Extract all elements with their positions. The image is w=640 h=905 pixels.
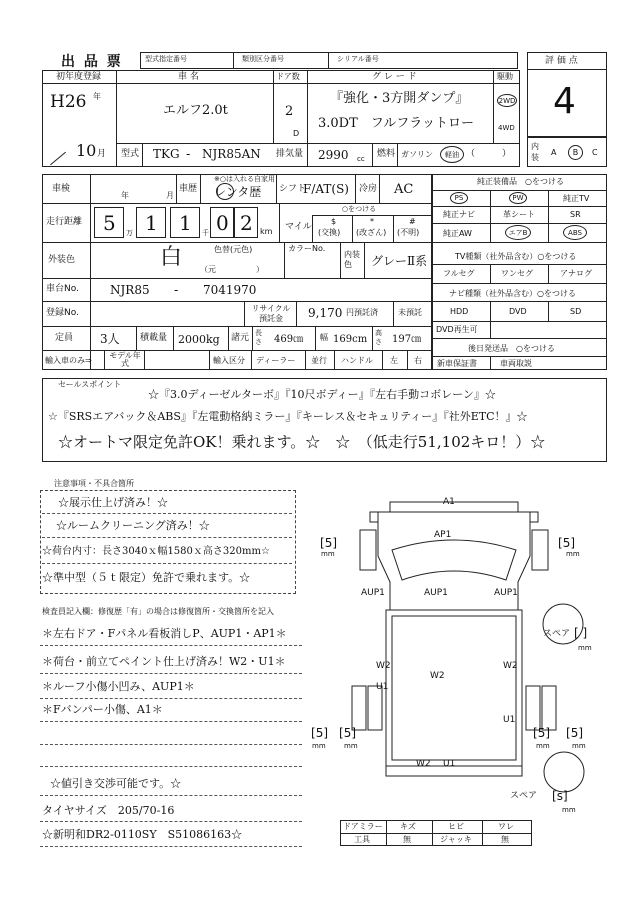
tv-title: TV種類（社外品含む）○をつける: [455, 252, 577, 261]
divider: [136, 326, 137, 350]
era-year: H26: [50, 92, 87, 112]
interior-c: C: [592, 148, 598, 157]
divider: [490, 356, 491, 370]
equip-navi: 純正ナビ: [443, 210, 475, 219]
unknown-mark: #: [409, 217, 416, 226]
inspector-label: 検査員記入欄：修復歴「有」の場合は修復箇所・交換箇所を記入: [42, 607, 274, 616]
fuel-paren: （ ）: [466, 149, 512, 159]
equip-aw: 純正AW: [443, 229, 472, 238]
capacity-value: 3人: [100, 332, 120, 346]
recycle-status: 未預託: [398, 308, 422, 317]
navi-title: ナビ種類（社外品含む）○をつける: [449, 289, 576, 298]
divider: [432, 264, 607, 265]
inspector-rule: [40, 846, 302, 847]
dmg-a1: A1: [443, 497, 455, 507]
circle-note: ○をつける: [342, 205, 377, 213]
rear-right-tire-shape: [526, 686, 540, 730]
drive-2wd: 2WD: [498, 96, 516, 105]
serial-cell: [328, 52, 518, 69]
load-label: 積載量: [140, 333, 168, 343]
divider: [340, 242, 341, 278]
chassis-number: 7041970: [203, 283, 257, 297]
ac-value: AC: [394, 182, 414, 197]
divider: [307, 70, 308, 167]
tire-rear-right-outer: [5]: [566, 726, 584, 740]
mileage-digit-box: [210, 207, 234, 238]
divider: [42, 301, 432, 302]
acc-header: ワレ: [498, 822, 514, 831]
door-mark: D: [293, 129, 300, 138]
divider: [42, 326, 432, 327]
divider: [42, 203, 432, 204]
drive-4wd: 4WD: [498, 124, 515, 132]
model-value: NJR85AN: [202, 147, 261, 161]
mileage-digit: 1: [179, 211, 192, 235]
tire-front-left: [5]: [320, 536, 338, 550]
divider: [334, 350, 335, 370]
divider: [142, 143, 143, 167]
equip-ps-circle: [450, 192, 468, 204]
divider: [315, 326, 316, 350]
note-line: ☆ルームクリーニング済み！☆: [56, 519, 210, 532]
divider: [548, 301, 549, 321]
tire-unit: mm: [536, 742, 550, 750]
equip-abs-circle: [563, 225, 587, 240]
displacement-label: 排気量: [276, 149, 304, 159]
right-label: 右: [414, 356, 422, 365]
dmg-aup1-right: AUP1: [494, 588, 518, 598]
divider: [279, 203, 280, 242]
tire-unit: mm: [562, 806, 576, 814]
equip-airbag: エアB: [508, 228, 528, 237]
divider: [200, 174, 201, 203]
later-title: 後日発送品 ○をつける: [468, 344, 555, 353]
divider: [244, 301, 245, 326]
windshield-shape: [392, 540, 516, 580]
tire-rear-left-outer: [5]: [311, 726, 329, 740]
dmg-aup1-left: AUP1: [361, 588, 385, 598]
equip-airbag-circle: [505, 225, 531, 240]
rating-value: 4: [553, 81, 576, 122]
mileage-km: km: [260, 227, 273, 236]
inspector-line: ＊左右ドア・Fパネル看板消しP、AUP1・AP1＊: [42, 627, 287, 640]
dealer-label: ディーラー: [256, 356, 296, 365]
divider: [251, 350, 252, 370]
inspector-rule: [40, 721, 302, 722]
color-change-label: 色替(元色): [214, 245, 253, 254]
acc-header: ドアミラー: [343, 822, 383, 831]
divider: [228, 326, 229, 350]
later-warranty: 新車保証書: [437, 359, 477, 368]
divider: [340, 833, 532, 834]
acc-cell: 無: [501, 835, 509, 844]
equip-leather: 革シート: [503, 210, 535, 219]
tire-unit: mm: [312, 742, 326, 750]
fuel-label: 燃料: [377, 149, 396, 159]
mileage-digit: 0: [216, 211, 229, 235]
divider: [432, 283, 607, 284]
divider: [273, 70, 274, 143]
shift-value: F/AT(S): [303, 182, 349, 196]
dmg-u1-right: U1: [503, 715, 516, 725]
doors-value: 2: [285, 104, 294, 119]
first-reg-label: 初年度登録: [56, 72, 102, 82]
divider: [397, 143, 398, 167]
inspector-line: ＊ルーフ小傷小凹み、AUP1＊: [42, 680, 195, 693]
rear-left-tire-shape: [368, 686, 382, 730]
history-note: ※○は入れる自家用: [214, 175, 275, 183]
fuel-gas: ガソリン: [401, 150, 433, 159]
capacity-label: 定員: [55, 333, 74, 343]
shift-label: シフト: [279, 184, 307, 194]
tamper-mark: *: [370, 217, 374, 226]
dims-label: 諸元: [231, 333, 250, 343]
acc-cell: 無: [403, 835, 411, 844]
divider: [379, 174, 380, 203]
inspector-rule: [40, 673, 302, 674]
history-label: 車歴: [179, 184, 198, 194]
divider: [209, 350, 210, 370]
mileage-man: 万: [126, 229, 133, 237]
mileage-digit-box: [136, 207, 166, 238]
model-code-label: 型式指定番号: [145, 55, 187, 63]
divider: [276, 174, 277, 203]
tamper-label: (改ざん): [356, 228, 387, 237]
mileage-digit: 2: [240, 211, 253, 235]
recycle-amount: 9,170: [308, 306, 343, 320]
divider: [42, 278, 432, 279]
inspector-extra1: ☆値引き交渉可能です。☆: [50, 777, 182, 790]
front-right-tire-shape: [532, 530, 548, 570]
mileage-digit: 1: [145, 211, 158, 235]
mileage-sen: 千: [202, 229, 209, 237]
bed-inner-shape: [392, 616, 516, 760]
dmg-w2-bottom: W2: [416, 759, 431, 769]
tire-rear-right-inner-value: 5: [537, 726, 546, 740]
tire-unit: mm: [566, 550, 580, 558]
interior-b: B: [572, 148, 579, 157]
tire-rear-left-inner: [5]: [339, 726, 357, 740]
notes-label: 注意事項・不具合箇所: [54, 479, 134, 488]
navi-sd: SD: [570, 307, 582, 316]
interior-color-label: 内装色: [344, 250, 360, 269]
inspector-rule: [40, 645, 302, 646]
divider: [42, 350, 432, 351]
ac-label: 冷房: [359, 184, 378, 194]
model-code-cell: [140, 52, 234, 69]
dmg-aup1-center: AUP1: [424, 588, 448, 598]
mileage-digit: 5: [103, 211, 116, 235]
spare-label-bottom: スペア: [510, 791, 538, 801]
note-line: ☆準中型（５ｔ限定）免許で乗れます。☆: [42, 571, 251, 584]
divider: [176, 174, 177, 203]
shaken-month-unit: 月: [166, 191, 174, 200]
displacement-unit: cc: [357, 155, 365, 163]
drive-2wd-circle: [497, 94, 517, 107]
inspector-line: ＊荷台・前立てペイント仕上げ済み！W2・U1＊: [42, 655, 286, 668]
spare-tire-shape: [544, 752, 584, 792]
divider: [490, 190, 491, 242]
rating-label: 評 価 点: [545, 56, 578, 66]
dvd-label: DVD再生可: [436, 325, 478, 334]
rear-left-tire-shape: [352, 686, 366, 730]
length-value: 469㎝: [274, 334, 304, 345]
interior-label: 内装: [531, 142, 539, 162]
model-dash: -: [186, 147, 191, 161]
swap-mark: $: [331, 217, 337, 226]
inspector-rule: [40, 698, 302, 699]
interior-a: A: [551, 148, 557, 157]
divider: [355, 174, 356, 203]
divider: [548, 264, 549, 283]
import-class-label: 輸入区分: [213, 356, 245, 365]
divider: [312, 215, 313, 242]
divider: [548, 190, 549, 242]
divider: [296, 301, 297, 326]
mileage-digit-box: [234, 207, 258, 238]
divider: [432, 820, 433, 846]
tire-rear-left-inner-value: 5: [343, 726, 352, 740]
divider: [284, 242, 285, 278]
divider: [116, 143, 520, 144]
dmg-u1-left: U1: [376, 682, 389, 692]
color-no-label: カラーNo.: [288, 244, 326, 253]
divider: [432, 321, 607, 322]
divider: [90, 174, 91, 370]
spare-value-bottom: [s]: [552, 789, 568, 803]
length-label: 長さ: [255, 329, 262, 346]
fuel-diesel: 軽油: [445, 150, 459, 159]
interior-color-value: グレーⅡ系: [371, 254, 428, 268]
divider: [352, 215, 353, 242]
divider: [104, 350, 105, 370]
divider: [490, 321, 491, 338]
spare-label-top: スペア: [543, 629, 571, 639]
mile-label: マイル: [285, 222, 312, 232]
note-rule: [42, 563, 292, 564]
parallel-label: 並行: [311, 356, 327, 365]
dmg-u1-bottom: U1: [443, 759, 456, 769]
equip-ps: PS: [454, 194, 464, 202]
selling-point-line1: ☆『3.0ディーゼルターボ』『10尺ボディー』『左右手動コボレーン』☆: [148, 388, 496, 401]
bed-shape: [386, 610, 522, 766]
height-value: 197㎝: [392, 334, 422, 345]
chassis-dash: -: [174, 283, 179, 297]
class-code-label: 類別区分番号: [242, 55, 284, 63]
note-line: ☆荷台内寸：長さ3040ｘ幅1580ｘ高さ320mm☆: [42, 546, 270, 557]
shaken-year-unit: 年: [121, 191, 129, 200]
divider: [116, 70, 117, 167]
chassis-label: 車台No.: [46, 284, 79, 294]
tv-oneseg: ワンセグ: [501, 269, 533, 278]
selling-point-line3: ☆オートマ限定免許OK！乗れます。☆ ☆ （低走行51,102キロ！）☆: [58, 433, 546, 451]
divider: [42, 242, 432, 243]
divider: [393, 215, 394, 242]
load-value: 2000kg: [178, 333, 220, 346]
inspector-rule: [40, 766, 302, 767]
divider: [305, 350, 306, 370]
year-unit: 年: [93, 92, 101, 101]
exterior-label: 外装色: [48, 255, 76, 265]
divider: [432, 190, 607, 191]
swap-label: (交換): [318, 228, 341, 237]
divider: [393, 301, 394, 326]
tire-size: タイヤサイズ 205/70-16: [42, 804, 175, 817]
model-prefix: TKG: [153, 147, 180, 161]
tire-rear-left-outer-value: 5: [315, 726, 324, 740]
equip-tv: 純正TV: [563, 194, 590, 203]
month-unit: 月: [97, 149, 107, 159]
displacement-value: 2990: [318, 148, 349, 162]
recycle-unit: 円預託済: [346, 308, 378, 317]
tire-unit: mm: [344, 742, 358, 750]
car-name: エルフ2.0t: [163, 103, 228, 118]
tire-rear-right-inner: [5]: [533, 726, 551, 740]
model-year-label: モデル年式: [109, 351, 141, 368]
equip-abs: ABS: [568, 228, 582, 237]
divider: [432, 223, 607, 224]
front-left-tire-shape: [360, 530, 376, 570]
rating-value-cell: [527, 69, 607, 137]
tire-unit: mm: [578, 644, 592, 652]
height-label: 高さ: [375, 329, 382, 346]
divider: [386, 820, 387, 846]
doors-label: ドア数: [276, 72, 300, 81]
note-line: ☆展示仕上げ済み！☆: [58, 496, 168, 509]
dmg-w2-center: W2: [430, 671, 445, 681]
divider: [364, 242, 365, 278]
reg-month: 10: [76, 141, 97, 160]
acc-cell: 工具: [354, 835, 370, 844]
fuel-diesel-circle: [440, 146, 464, 163]
divider: [432, 301, 607, 302]
divider: [432, 338, 607, 339]
drive-label: 駆動: [497, 72, 513, 81]
page-title: 出 品 票: [61, 54, 123, 70]
divider: [490, 301, 491, 321]
tire-unit: mm: [572, 742, 586, 750]
dmg-w2-left: W2: [376, 661, 391, 671]
acc-header: キズ: [400, 822, 416, 831]
rear-right-tire-shape: [542, 686, 556, 730]
equip-pw: PW: [512, 194, 524, 202]
later-manual: 車両取説: [500, 359, 532, 368]
inspector-rule: [40, 795, 302, 796]
color-change-paren: （元 ）: [200, 265, 264, 274]
tire-unit: mm: [321, 550, 335, 558]
import-label: 輸入車のみ⇒: [45, 356, 92, 365]
left-label: 左: [390, 356, 398, 365]
dmg-w2-right: W2: [503, 661, 518, 671]
divider: [173, 326, 174, 350]
mileage-digit-box: [170, 207, 200, 238]
equip-sr: SR: [570, 210, 581, 219]
mileage-label: 走行距離: [46, 217, 83, 227]
width-value: 169cm: [333, 334, 368, 345]
handle-label: ハンドル: [341, 356, 373, 365]
equip-pw-circle: [509, 192, 527, 204]
width-label: 幅: [320, 333, 328, 342]
grade-label: グ レ ー ド: [372, 72, 417, 82]
divider: [482, 820, 483, 846]
serial-label: シリアル番号: [337, 55, 379, 63]
selling-point-line2: ☆『SRSエアバック＆ABS』『左電動格納ミラー』『キーレス＆セキュリティー』『社外ETC！』☆: [48, 410, 528, 423]
divider: [144, 350, 145, 370]
acc-header: ヒビ: [448, 822, 464, 831]
equipment-title: 純正装備品 ○をつける: [477, 177, 564, 186]
tv-fullseg: フルセグ: [443, 269, 475, 278]
rental-circle: [216, 183, 234, 200]
interior-b-circle: [568, 145, 583, 160]
divider: [432, 206, 607, 207]
inspector-extra2: ☆新明和DR2-0110SY S51086163☆: [42, 828, 243, 841]
note-rule: [42, 537, 292, 538]
divider: [42, 83, 520, 84]
divider: [372, 143, 373, 167]
divider: [432, 356, 607, 357]
divider: [382, 350, 383, 370]
rating-header-cell: [527, 52, 607, 70]
inspector-rule: [40, 821, 302, 822]
tire-front-left-value: 5: [324, 536, 333, 550]
divider: [493, 70, 494, 143]
navi-dvd: DVD: [509, 307, 527, 316]
inspector-rule: [40, 744, 302, 745]
car-name-label: 車 名: [178, 72, 199, 82]
navi-hdd: HDD: [450, 307, 469, 316]
divider: [407, 350, 408, 370]
dmg-ap1: AP1: [434, 530, 452, 540]
divider: [372, 326, 373, 350]
divider: [252, 326, 253, 350]
chassis-prefix: NJR85: [110, 283, 150, 297]
unknown-label: (不明): [397, 228, 420, 237]
spare-value-top: [ ]: [574, 626, 588, 640]
recycle-label: リサイクル預託金: [251, 304, 291, 323]
divider: [312, 215, 432, 216]
model-label: 型式: [121, 149, 140, 159]
tire-front-right: [5]: [558, 536, 576, 550]
grade-line2: 3.0DT フルフラットロー: [318, 116, 474, 131]
class-code-cell: [233, 52, 329, 69]
divider: [490, 264, 491, 283]
shaken-label: 車検: [52, 184, 71, 194]
mileage-digit-box: [94, 207, 124, 238]
divider: [432, 242, 607, 243]
history-value: レンタ歴: [214, 185, 262, 199]
spare-value-bottom-text: s: [556, 789, 563, 803]
acc-cell: ジャッキ: [440, 835, 472, 844]
reg-label: 登録No.: [46, 308, 79, 318]
grade-line1: 『強化・3方開ダンプ』: [330, 91, 469, 106]
tire-front-right-value: 5: [562, 536, 571, 550]
selling-points-label: セールスポイント: [58, 380, 122, 389]
exterior-value: 白: [160, 245, 183, 270]
tire-rear-right-outer-value: 5: [570, 726, 579, 740]
note-rule: [42, 513, 292, 514]
tv-analog: アナログ: [560, 269, 592, 278]
inspector-line: ＊Fバンパー小傷、A1＊: [42, 703, 163, 716]
